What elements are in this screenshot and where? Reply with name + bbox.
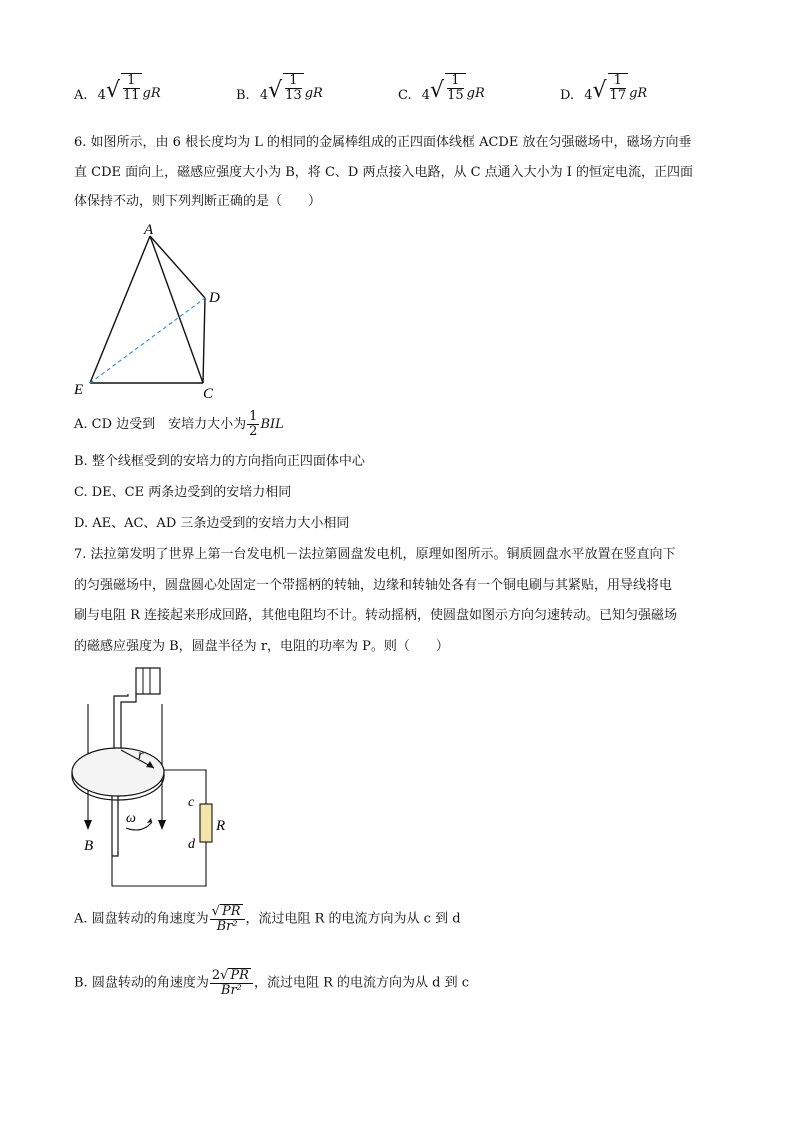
- g-r-term: gR: [304, 86, 323, 101]
- option-text: B. 圆盘转动的角速度为: [74, 975, 209, 991]
- bil-term: BIL: [260, 417, 284, 432]
- option-label: D.: [560, 88, 575, 103]
- omega-label: ω: [126, 811, 136, 826]
- q7-stem-line-1: 7. 法拉第发明了世界上第一台发电机－法拉第圆盘发电机，原理如图所示。铜质圆盘水平放置在竖直向下: [74, 547, 676, 562]
- circuit-wire: [164, 770, 206, 804]
- omega-fraction: $\frac{2√ PR}{\text{Br²}}$: [210, 968, 253, 998]
- option-label: A.: [74, 88, 88, 103]
- radicand: $\frac{1}{13}$: [285, 72, 302, 103]
- q7-option-b[interactable]: [74, 968, 469, 998]
- radicand: $\frac{1}{17}$: [609, 72, 627, 103]
- vertex-label-c: C: [203, 386, 214, 402]
- edge-ac: [150, 236, 203, 383]
- option-label: B.: [236, 88, 250, 103]
- copper-disk: [72, 748, 164, 796]
- coefficient: 4: [584, 88, 593, 103]
- vertex-label-d: D: [209, 290, 220, 306]
- coefficient: 4: [259, 88, 269, 103]
- q6-stem-line-3: 体保持不动，则下列判断正确的是（ ）: [74, 194, 322, 209]
- q6-option-b[interactable]: B. 整个线框受到的安培力的方向指向正四面体中心: [74, 454, 365, 469]
- resistor-label-r: R: [216, 818, 226, 834]
- crank-handle: [136, 668, 160, 694]
- option-text: A. 圆盘转动的角速度为: [74, 911, 209, 927]
- q7-stem-line-2: 的匀强磁场中，圆盘圆心处固定一个带摇柄的转轴，边缘和转轴处各有一个铜电刷与其紧贴，用导线将电: [74, 578, 673, 593]
- radicand: $\frac{1}{11}$: [122, 72, 140, 103]
- radicand: $\frac{1}{15}$: [447, 72, 464, 103]
- q6-stem-line-1: 6. 如图所示，由 6 根长度均为 L 的相同的金属棒组成的正四面体线框 ACDE 放在匀强磁场中，磁场方向垂: [74, 135, 692, 150]
- option-label: C.: [398, 88, 412, 103]
- vertex-label-a: A: [144, 222, 154, 238]
- terminal-label-d: d: [188, 837, 195, 852]
- q7-option-a[interactable]: [74, 904, 461, 934]
- resistor-r: [200, 804, 212, 842]
- option-tail: ，流过电阻 R 的电流方向为从 c 到 d: [245, 911, 461, 927]
- tetrahedron-figure: [70, 218, 240, 403]
- q6-option-c[interactable]: C. DE、CE 两条边受到的安培力相同: [74, 485, 292, 500]
- g-r-term: gR: [629, 86, 648, 101]
- omega-fraction: $\frac{√ PR}{\text{Br²}}$: [210, 904, 245, 934]
- edge-ad: [150, 236, 205, 298]
- option-tail: ，流过电阻 R 的电流方向为从 d 到 c: [253, 975, 470, 991]
- field-label-b: B: [84, 838, 94, 854]
- edge-dc: [203, 298, 205, 383]
- coefficient: 4: [97, 88, 106, 103]
- q6-option-a[interactable]: [74, 410, 284, 439]
- radius-label: r: [138, 748, 144, 763]
- q6-stem-line-2: 直 CDE 面向上，磁感应强度大小为 B，将 C、D 两点接入电路，从 C 点通入大小为 I 的恒定电流，正四面: [74, 165, 694, 180]
- fraction-one-half: $\frac{1}{2}$: [249, 409, 258, 439]
- q5-options: [74, 72, 674, 108]
- q6-option-d[interactable]: D. AE、AC、AD 三条边受到的安培力大小相同: [74, 516, 350, 531]
- coefficient: 4: [421, 88, 431, 103]
- faraday-disk-figure: [66, 664, 226, 889]
- q5-option-c[interactable]: C. 4√ $\frac{1}{15}$ gR: [398, 72, 485, 103]
- q7-stem-line-3: 刷与电阻 R 连接起来形成回路，其他电阻均不计。转动摇柄，使圆盘如图示方向匀速转动。已知匀强磁场: [74, 608, 678, 623]
- option-text: A. CD 边受到 安培力大小为: [74, 417, 247, 432]
- g-r-term: gR: [142, 86, 161, 101]
- g-r-term: gR: [466, 86, 485, 101]
- vertex-label-e: E: [74, 382, 84, 398]
- terminal-label-c: c: [188, 795, 195, 810]
- q7-stem-line-4: 的磁感应强度为 B，圆盘半径为 r，电阻的功率为 P。则（ ）: [74, 639, 449, 654]
- q5-option-b[interactable]: B. 4√ $\frac{1}{13}$ gR: [236, 72, 323, 103]
- q5-option-d[interactable]: D. 4√ $\frac{1}{17}$ gR: [560, 72, 648, 103]
- q5-option-a[interactable]: A. 4√ $\frac{1}{11}$ gR: [74, 72, 161, 103]
- crank-arm: [121, 694, 136, 749]
